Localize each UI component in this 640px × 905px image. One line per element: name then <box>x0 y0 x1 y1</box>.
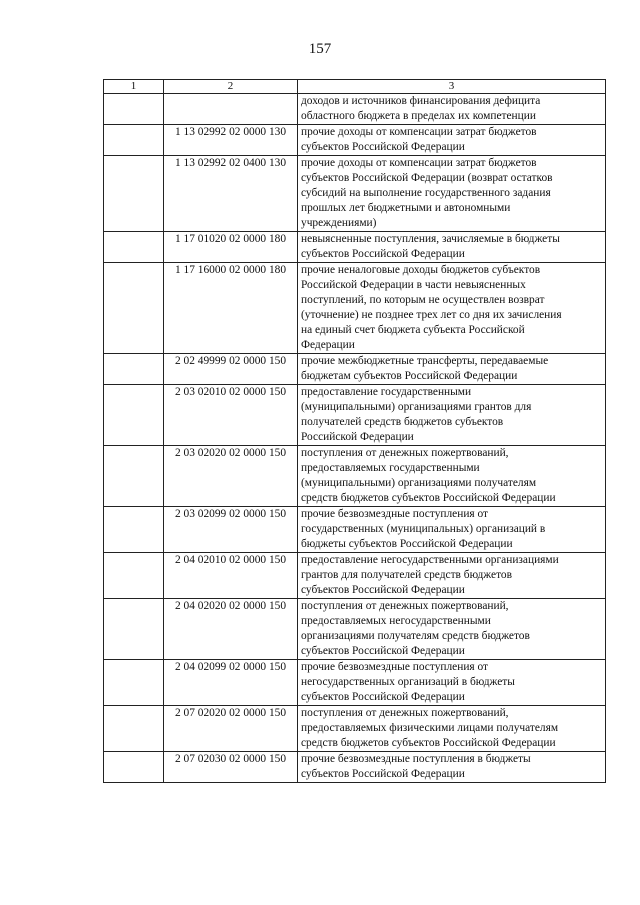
description-cell <box>298 507 606 553</box>
column-header-2: 2 <box>164 80 298 94</box>
description-line: Федерации <box>301 339 355 351</box>
description-line: прочие доходы от компенсации затрат бюджетов <box>301 126 537 138</box>
row-number-cell <box>104 354 164 385</box>
row-number-cell <box>104 553 164 599</box>
description-line: бюджетам субъектов Российской Федерации <box>301 370 518 382</box>
budget-code-cell: 1 13 02992 02 0400 130 <box>164 156 298 232</box>
description-line: (уточнение) не позднее трех лет со дня их зачисления <box>301 309 562 321</box>
table-row <box>104 706 606 752</box>
description-line: негосударственных организаций в бюджеты <box>301 676 515 688</box>
budget-code-cell: 1 17 01020 02 0000 180 <box>164 232 298 263</box>
description-line: прочие безвозмездные поступления в бюджеты <box>301 753 531 765</box>
row-number-cell <box>104 94 164 125</box>
table-row <box>104 263 606 354</box>
table-row <box>104 752 606 783</box>
description-line: невыясненные поступления, зачисляемые в бюджеты <box>301 233 560 245</box>
row-number-cell <box>104 599 164 660</box>
description-line: (муниципальными) организациями получателям <box>301 477 537 489</box>
page-number: 157 <box>308 41 332 57</box>
table-row <box>104 660 606 706</box>
description-line: доходов и источников финансирования дефицита <box>301 95 541 107</box>
description-line: субъектов Российской Федерации <box>301 584 465 596</box>
table-header-row <box>104 80 606 94</box>
description-cell <box>298 599 606 660</box>
table-row <box>104 385 606 446</box>
table-row <box>104 94 606 125</box>
table-row <box>104 354 606 385</box>
description-line: на единый счет бюджета субъекта Российской <box>301 324 525 336</box>
table-row <box>104 156 606 232</box>
row-number-cell <box>104 232 164 263</box>
row-number-cell <box>104 125 164 156</box>
description-line: прошлых лет бюджетными и автономными <box>301 202 511 214</box>
budget-code-cell: 1 17 16000 02 0000 180 <box>164 263 298 354</box>
description-cell <box>298 752 606 783</box>
table-row <box>104 232 606 263</box>
budget-code-cell: 2 02 49999 02 0000 150 <box>164 354 298 385</box>
budget-code-cell: 2 03 02020 02 0000 150 <box>164 446 298 507</box>
revenue-codes-table <box>103 79 606 783</box>
description-line: предоставление государственными <box>301 386 472 398</box>
table-row <box>104 446 606 507</box>
description-line: прочие неналоговые доходы бюджетов субъектов <box>301 264 541 276</box>
description-line: поступления от денежных пожертвований, <box>301 600 509 612</box>
budget-code-cell: 2 07 02030 02 0000 150 <box>164 752 298 783</box>
description-cell <box>298 125 606 156</box>
table-row <box>104 507 606 553</box>
row-number-cell <box>104 446 164 507</box>
budget-code-cell: 2 07 02020 02 0000 150 <box>164 706 298 752</box>
row-number-cell <box>104 385 164 446</box>
table-row <box>104 125 606 156</box>
description-line: бюджеты субъектов Российской Федерации <box>301 538 513 550</box>
row-number-cell <box>104 752 164 783</box>
description-cell <box>298 385 606 446</box>
description-cell <box>298 263 606 354</box>
description-line: предоставление негосударственными организациями <box>301 554 559 566</box>
description-line: субъектов Российской Федерации <box>301 645 465 657</box>
description-line: государственных (муниципальных) организаций в <box>301 523 546 535</box>
description-line: учреждениями) <box>301 217 377 229</box>
description-line: получателей средств бюджетов субъектов <box>301 416 504 428</box>
column-header-3: 3 <box>298 80 606 94</box>
description-line: субсидий на выполнение государственного задания <box>301 187 551 199</box>
description-line: субъектов Российской Федерации <box>301 141 465 153</box>
description-line: прочие безвозмездные поступления от <box>301 661 489 673</box>
description-line: средств бюджетов субъектов Российской Федерации <box>301 492 556 504</box>
budget-code-cell <box>164 94 298 125</box>
description-line: субъектов Российской Федерации (возврат остатков <box>301 172 553 184</box>
description-line: средств бюджетов субъектов Российской Федерации <box>301 737 556 749</box>
description-cell <box>298 156 606 232</box>
description-line: областного бюджета в пределах их компетенции <box>301 110 536 122</box>
row-number-cell <box>104 706 164 752</box>
description-cell <box>298 232 606 263</box>
description-line: прочие межбюджетные трансферты, передаваемые <box>301 355 549 367</box>
row-number-cell <box>104 263 164 354</box>
table-row <box>104 553 606 599</box>
description-line: грантов для получателей средств бюджетов <box>301 569 512 581</box>
budget-code-cell: 2 03 02099 02 0000 150 <box>164 507 298 553</box>
budget-code-cell: 2 04 02020 02 0000 150 <box>164 599 298 660</box>
description-line: предоставляемых физическими лицами получателям <box>301 722 559 734</box>
description-line: поступления от денежных пожертвований, <box>301 447 509 459</box>
description-line: прочие безвозмездные поступления от <box>301 508 489 520</box>
description-line: предоставляемых негосударственными <box>301 615 491 627</box>
row-number-cell <box>104 156 164 232</box>
description-line: прочие доходы от компенсации затрат бюджетов <box>301 157 537 169</box>
description-line: Российской Федерации в части невыясненных <box>301 279 526 291</box>
description-line: субъектов Российской Федерации <box>301 248 465 260</box>
description-cell <box>298 94 606 125</box>
description-line: субъектов Российской Федерации <box>301 691 465 703</box>
description-cell <box>298 706 606 752</box>
row-number-cell <box>104 507 164 553</box>
description-line: (муниципальными) организациями грантов для <box>301 401 532 413</box>
description-line: организациями получателям средств бюджетов <box>301 630 530 642</box>
budget-code-cell: 2 03 02010 02 0000 150 <box>164 385 298 446</box>
description-line: поступлений, по которым не осуществлен возврат <box>301 294 545 306</box>
description-cell <box>298 553 606 599</box>
description-cell <box>298 446 606 507</box>
description-line: субъектов Российской Федерации <box>301 768 465 780</box>
row-number-cell <box>104 660 164 706</box>
description-cell <box>298 660 606 706</box>
description-line: поступления от денежных пожертвований, <box>301 707 509 719</box>
table-body <box>104 80 606 783</box>
budget-code-cell: 2 04 02099 02 0000 150 <box>164 660 298 706</box>
column-header-1: 1 <box>104 80 164 94</box>
description-line: предоставляемых государственными <box>301 462 480 474</box>
budget-code-cell: 1 13 02992 02 0000 130 <box>164 125 298 156</box>
description-cell <box>298 354 606 385</box>
description-line: Российской Федерации <box>301 431 414 443</box>
table-row <box>104 599 606 660</box>
budget-code-cell: 2 04 02010 02 0000 150 <box>164 553 298 599</box>
